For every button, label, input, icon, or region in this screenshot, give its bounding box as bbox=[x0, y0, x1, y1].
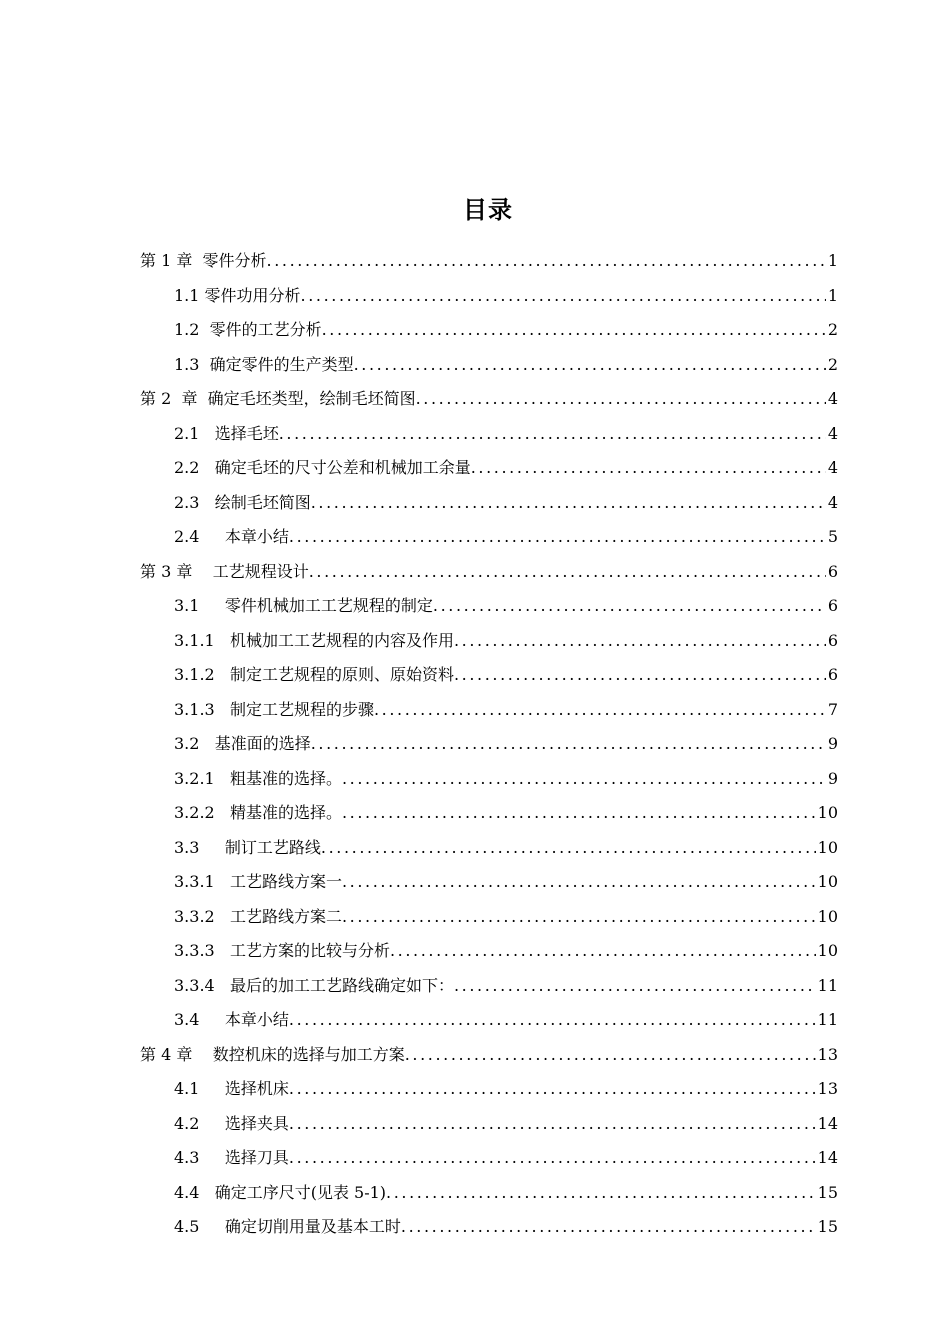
toc-entry[interactable] bbox=[140, 520, 838, 555]
toc-entry[interactable] bbox=[140, 1107, 838, 1142]
toc-dot-leader bbox=[342, 796, 816, 831]
toc-entry-page-number: 4 bbox=[827, 389, 838, 408]
toc-dot-leader bbox=[279, 417, 826, 452]
toc-entry-page-number: 4 bbox=[827, 492, 838, 512]
toc-dot-leader bbox=[321, 831, 816, 866]
toc-entry-page-number: 6 bbox=[827, 596, 838, 615]
table-of-contents bbox=[140, 244, 838, 1245]
toc-entry[interactable] bbox=[140, 658, 838, 693]
toc-dot-leader bbox=[289, 520, 826, 555]
toc-entry[interactable] bbox=[140, 555, 838, 590]
toc-entry-page-number: 10 bbox=[817, 837, 838, 857]
toc-entry-label: 1.1 零件功用分析 bbox=[174, 285, 301, 305]
toc-dot-leader bbox=[390, 934, 816, 969]
toc-entry[interactable] bbox=[140, 486, 838, 521]
toc-entry[interactable] bbox=[140, 727, 838, 762]
toc-entry-label: 4.4 确定工序尺寸(见表 5-1) bbox=[174, 1182, 387, 1202]
toc-entry-label: 第 1 章 零件分析 bbox=[140, 251, 267, 270]
toc-entry[interactable] bbox=[140, 417, 838, 452]
toc-entry-page-number: 13 bbox=[817, 1044, 838, 1064]
toc-entry-label: 第 3 章 工艺规程设计 bbox=[140, 561, 309, 581]
toc-entry-page-number: 10 bbox=[817, 872, 838, 891]
toc-entry-label: 3.3.3 工艺方案的比较与分析 bbox=[174, 941, 390, 960]
toc-entry-label: 3.3 制订工艺路线 bbox=[174, 837, 321, 857]
toc-entry-label: 3.3.2 工艺路线方案二 bbox=[174, 906, 342, 926]
toc-entry[interactable] bbox=[140, 1003, 838, 1038]
toc-entry-page-number: 9 bbox=[827, 734, 838, 753]
toc-dot-leader bbox=[311, 486, 826, 521]
toc-entry-label: 第 4 章 数控机床的选择与加工方案 bbox=[140, 1044, 405, 1064]
toc-entry-label: 2.1 选择毛坯 bbox=[174, 423, 279, 443]
toc-entry[interactable] bbox=[140, 1038, 838, 1073]
toc-entry[interactable] bbox=[140, 934, 838, 969]
toc-entry-label: 3.4 本章小结 bbox=[174, 1010, 289, 1029]
toc-dot-leader bbox=[289, 1003, 816, 1038]
toc-entry[interactable] bbox=[140, 900, 838, 935]
toc-entry-label: 1.2 零件的工艺分析 bbox=[174, 320, 322, 339]
toc-dot-leader bbox=[289, 1141, 816, 1176]
toc-entry[interactable] bbox=[140, 279, 838, 314]
toc-dot-leader bbox=[342, 865, 816, 900]
toc-entry-label: 3.1.1 机械加工工艺规程的内容及作用 bbox=[174, 630, 454, 650]
toc-entry[interactable] bbox=[140, 624, 838, 659]
toc-entry-page-number: 1 bbox=[827, 251, 838, 270]
toc-dot-leader bbox=[454, 658, 826, 693]
toc-entry-label: 3.3.1 工艺路线方案一 bbox=[174, 872, 342, 891]
toc-entry-page-number: 13 bbox=[817, 1079, 838, 1098]
toc-entry-label: 3.2.2 精基准的选择。 bbox=[174, 803, 342, 822]
toc-entry-label: 第 2 章 确定毛坯类型，绘制毛坯简图 bbox=[140, 389, 416, 408]
toc-entry[interactable] bbox=[140, 1176, 838, 1211]
toc-entry-page-number: 1 bbox=[827, 285, 838, 305]
toc-dot-leader bbox=[471, 451, 826, 486]
toc-entry[interactable] bbox=[140, 451, 838, 486]
toc-entry-label: 4.3 选择刀具 bbox=[174, 1148, 289, 1167]
toc-entry[interactable] bbox=[140, 1210, 838, 1245]
toc-entry[interactable] bbox=[140, 1141, 838, 1176]
toc-dot-leader bbox=[311, 727, 826, 762]
toc-entry[interactable] bbox=[140, 796, 838, 831]
toc-entry[interactable] bbox=[140, 382, 838, 417]
toc-dot-leader bbox=[416, 382, 826, 417]
toc-dot-leader bbox=[342, 762, 826, 797]
toc-dot-leader bbox=[309, 555, 826, 590]
toc-dot-leader bbox=[405, 1038, 816, 1073]
toc-entry-label: 3.1.2 制定工艺规程的原则、原始资料 bbox=[174, 665, 454, 684]
toc-entry[interactable] bbox=[140, 831, 838, 866]
toc-entry-page-number: 4 bbox=[827, 423, 838, 443]
toc-entry-page-number: 11 bbox=[817, 1010, 838, 1029]
toc-entry[interactable] bbox=[140, 762, 838, 797]
toc-entry-label: 1.3 确定零件的生产类型 bbox=[174, 354, 354, 374]
toc-dot-leader bbox=[267, 244, 826, 279]
toc-entry-label: 2.4 本章小结 bbox=[174, 527, 289, 546]
toc-entry-page-number: 6 bbox=[827, 561, 838, 581]
toc-dot-leader bbox=[322, 313, 826, 348]
toc-entry-page-number: 15 bbox=[817, 1217, 838, 1236]
toc-entry[interactable] bbox=[140, 1072, 838, 1107]
toc-entry-page-number: 14 bbox=[817, 1148, 838, 1167]
toc-entry-page-number: 6 bbox=[827, 665, 838, 684]
toc-entry-label: 4.2 选择夹具 bbox=[174, 1113, 289, 1133]
toc-entry-page-number: 14 bbox=[817, 1113, 838, 1133]
toc-entry-label: 2.2 确定毛坯的尺寸公差和机械加工余量 bbox=[174, 458, 471, 477]
toc-entry-page-number: 5 bbox=[827, 527, 838, 546]
toc-entry[interactable] bbox=[140, 693, 838, 728]
toc-entry-page-number: 11 bbox=[817, 975, 838, 995]
toc-entry-label: 3.3.4 最后的加工工艺路线确定如下： bbox=[174, 975, 454, 995]
toc-entry-label: 3.1.3 制定工艺规程的步骤 bbox=[174, 699, 374, 719]
toc-entry-page-number: 7 bbox=[827, 699, 838, 719]
toc-dot-leader bbox=[301, 279, 826, 314]
toc-entry-page-number: 10 bbox=[817, 906, 838, 926]
toc-dot-leader bbox=[454, 624, 826, 659]
toc-dot-leader bbox=[386, 1176, 816, 1211]
toc-dot-leader bbox=[289, 1072, 816, 1107]
toc-entry-page-number: 15 bbox=[817, 1182, 838, 1202]
toc-entry-label: 2.3 绘制毛坯简图 bbox=[174, 492, 311, 512]
toc-entry-label: 4.5 确定切削用量及基本工时 bbox=[174, 1217, 401, 1236]
toc-dot-leader bbox=[401, 1210, 816, 1245]
toc-entry-page-number: 10 bbox=[817, 803, 838, 822]
toc-dot-leader bbox=[342, 900, 816, 935]
toc-dot-leader bbox=[374, 693, 826, 728]
toc-dot-leader bbox=[433, 589, 826, 624]
toc-entry[interactable] bbox=[140, 969, 838, 1004]
toc-dot-leader bbox=[354, 348, 826, 383]
toc-entry[interactable] bbox=[140, 589, 838, 624]
toc-entry-page-number: 10 bbox=[817, 941, 838, 960]
toc-entry-label: 4.1 选择机床 bbox=[174, 1079, 289, 1098]
toc-entry[interactable] bbox=[140, 244, 838, 279]
toc-dot-leader bbox=[454, 969, 816, 1004]
toc-entry-page-number: 4 bbox=[827, 458, 838, 477]
toc-entry-label: 3.2 基准面的选择 bbox=[174, 734, 311, 753]
toc-dot-leader bbox=[289, 1107, 816, 1142]
toc-title: 目录 bbox=[463, 196, 513, 224]
toc-entry-label: 3.1 零件机械加工工艺规程的制定 bbox=[174, 596, 433, 615]
toc-entry[interactable] bbox=[140, 313, 838, 348]
toc-entry-page-number: 2 bbox=[827, 354, 838, 374]
toc-entry-page-number: 9 bbox=[827, 768, 838, 788]
toc-entry-label: 3.2.1 粗基准的选择。 bbox=[174, 768, 342, 788]
toc-entry-page-number: 6 bbox=[827, 630, 838, 650]
toc-entry[interactable] bbox=[140, 865, 838, 900]
toc-entry[interactable] bbox=[140, 348, 838, 383]
toc-entry-page-number: 2 bbox=[827, 320, 838, 339]
